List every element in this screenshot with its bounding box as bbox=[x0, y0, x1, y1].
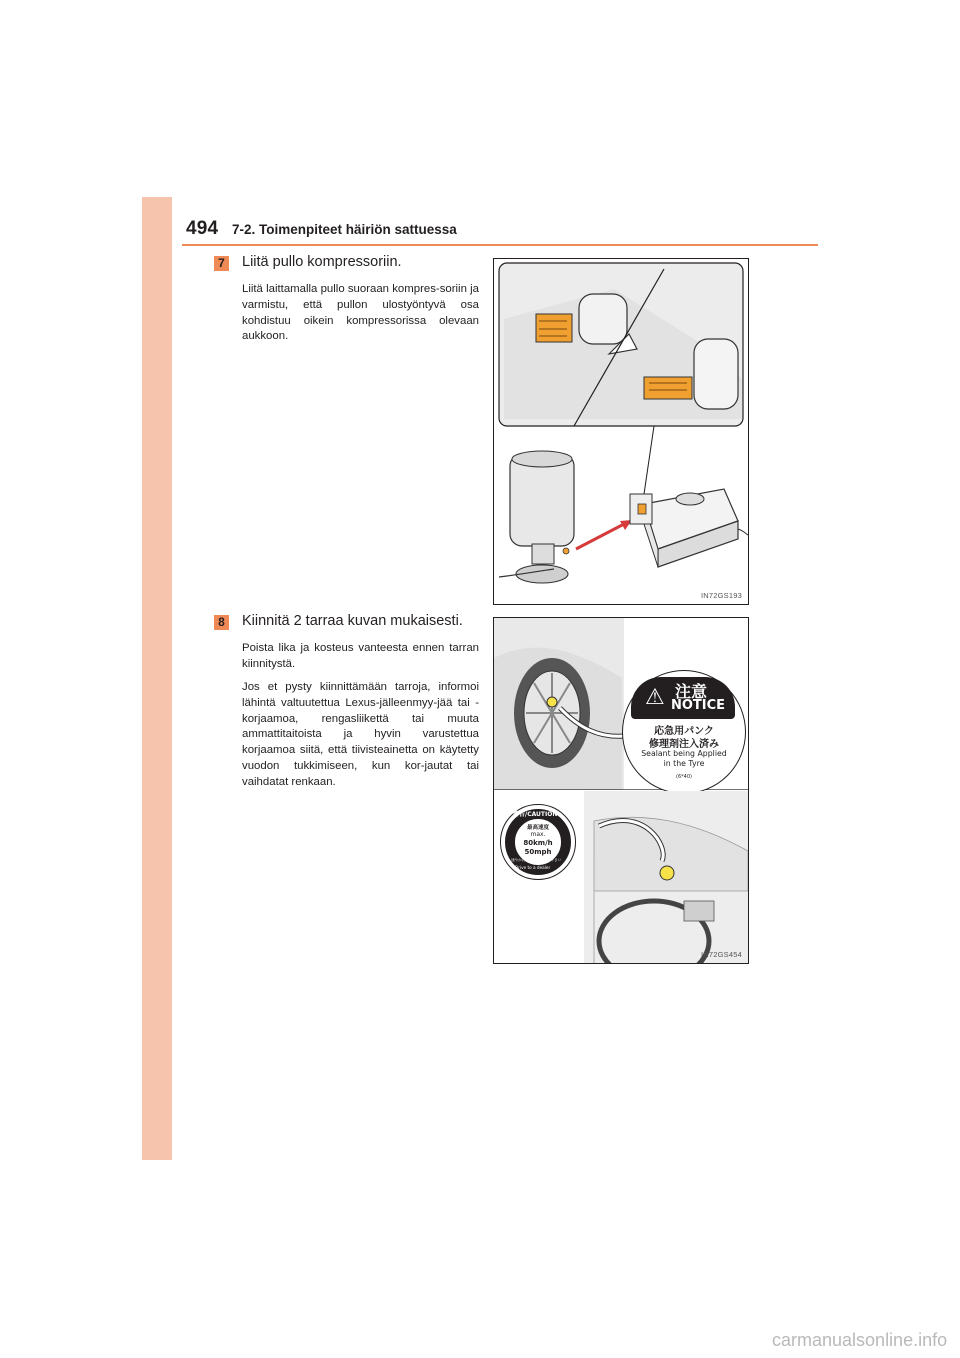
header-rule bbox=[182, 244, 818, 246]
caution-sticker bbox=[500, 804, 576, 880]
step-7-text: Liitä laittamalla pullo suoraan kompres-soriin ja varmistu, että pullon ulostyöntyvä osa kohdistuu oikein kompressorissa olevaan aukkoon. bbox=[242, 283, 479, 343]
caution-top-text: 警告/CAUTION bbox=[513, 811, 558, 818]
notice-jp-line-2: 修理剤注入済み bbox=[649, 739, 719, 750]
watermark: carmanualsonline.info bbox=[772, 1330, 948, 1350]
labels-figure bbox=[493, 617, 749, 964]
caution-jp-drive: 速やかに販売店にお越し下さい bbox=[511, 858, 562, 862]
figure-code-8: IN72GS454 bbox=[701, 950, 742, 959]
caution-drive-text: Drive to a dealer bbox=[515, 865, 551, 870]
warning-triangle-icon: ⚠ bbox=[645, 685, 665, 710]
caution-max: max. bbox=[530, 831, 546, 838]
notice-code: (6*40) bbox=[676, 774, 692, 780]
notice-en-line-2: in the Tyre bbox=[663, 759, 705, 768]
section-title: 7-2. Toimenpiteet häiriön sattuessa bbox=[232, 222, 457, 237]
step-8-badge: 8 bbox=[214, 615, 229, 630]
figure-code-7: IN72GS193 bbox=[701, 591, 742, 600]
caution-kmh: 80km/h bbox=[523, 839, 553, 847]
side-tab-band bbox=[142, 197, 172, 1160]
notice-word: NOTICE bbox=[671, 698, 726, 713]
caution-jp-speed: 最高速度 bbox=[526, 825, 549, 831]
step-8-text-2: Jos et pysty kiinnittämään tarroja, informoi lähintä valtuutettua Lexus-jälleenmyy-jää tai -korjaamoa, rengasliikettä tai muuta ammattitaitoista ja hyvin varustettua korjaamoa siitä, että tiivisteainetta on käytetty vuodon tukkimiseen, kun kor-jautat tai vaihdatat renkaan. bbox=[242, 681, 479, 788]
notice-kanji: 注意 bbox=[675, 682, 708, 701]
notice-sticker bbox=[622, 670, 746, 794]
step-8-heading: Kiinnitä 2 tarraa kuvan mukaisesti. bbox=[242, 613, 463, 629]
page-number: 494 bbox=[186, 218, 219, 239]
notice-en-line-1: Sealant being Applied bbox=[641, 749, 727, 758]
step-8-text-1: Poista lika ja kosteus vanteesta ennen tarran kiinnitystä. bbox=[242, 642, 479, 670]
compressor-illustration bbox=[494, 259, 748, 604]
caution-mph: 50mph bbox=[524, 848, 552, 856]
compressor-figure bbox=[493, 258, 749, 605]
step-7-heading: Liitä pullo kompressoriin. bbox=[242, 254, 402, 270]
step-7-badge: 7 bbox=[214, 256, 229, 271]
notice-jp-line-1: 応急用パンク bbox=[654, 726, 714, 737]
